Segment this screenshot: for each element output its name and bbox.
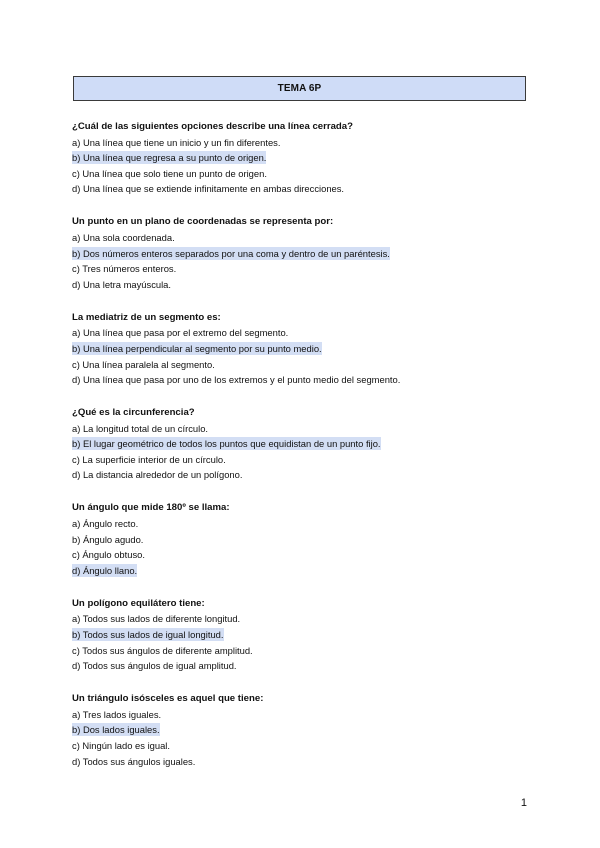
answer-option-text: a) Todos sus lados de diferente longitud. [72, 613, 241, 625]
answer-option-text: b) Todos sus lados de igual longitud. [72, 628, 224, 640]
answer-option [72, 516, 542, 532]
answer-option-highlighted [72, 436, 542, 452]
answer-option-text: c) Ningún lado es igual. [72, 739, 170, 751]
answer-option-highlighted [72, 341, 542, 357]
answer-option [72, 532, 542, 548]
answer-option-text: d) Una letra mayúscula. [72, 278, 172, 290]
answer-option-text: b) El lugar geométrico de todos los puntos que equidistan de un punto fijo. [72, 438, 381, 450]
answer-option [72, 754, 542, 770]
question-list [72, 119, 542, 787]
question-text: ¿Qué es la circunferencia? [72, 407, 195, 419]
answer-option [72, 277, 542, 293]
question-text: Un ángulo que mide 180º se llama: [72, 502, 230, 514]
answer-option [72, 467, 542, 483]
answer-option-text: d) Todos sus ángulos iguales. [72, 755, 196, 767]
answer-option [72, 135, 542, 151]
answer-option [72, 547, 542, 563]
answer-option-text: a) Tres lados iguales. [72, 708, 162, 720]
question-block [72, 119, 542, 197]
answer-option-highlighted [72, 150, 542, 166]
question-text: ¿Cuál de las siguientes opciones describe una línea cerrada? [72, 121, 353, 132]
answer-option-text: a) Una línea que pasa por el extremo del segmento. [72, 327, 289, 339]
answer-option [72, 166, 542, 182]
answer-option-text: d) Ángulo llano. [72, 564, 138, 576]
answer-option-highlighted [72, 627, 542, 643]
answer-option [72, 181, 542, 197]
title-box [73, 76, 526, 101]
answer-option [72, 611, 542, 627]
answer-option-text: c) Una línea paralela al segmento. [72, 358, 215, 370]
answer-option [72, 357, 542, 373]
answer-option [72, 452, 542, 468]
answer-option-text: b) Una línea perpendicular al segmento por su punto medio. [72, 342, 322, 354]
question-text: La mediatriz de un segmento es: [72, 311, 221, 323]
answer-option [72, 658, 542, 674]
question-text: Un punto en un plano de coordenadas se representa por: [72, 216, 334, 228]
answer-option [72, 325, 542, 341]
answer-option-text: a) La longitud total de un círculo. [72, 422, 209, 434]
answer-option [72, 643, 542, 659]
answer-option-text: b) Dos números enteros separados por una coma y dentro de un paréntesis. [72, 247, 390, 259]
answer-option-text: c) Tres números enteros. [72, 263, 177, 275]
answer-option-text: a) Una sola coordenada. [72, 231, 175, 243]
answer-option-text: c) Una línea que solo tiene un punto de origen. [72, 167, 267, 179]
answer-option [72, 261, 542, 277]
answer-option-highlighted [72, 246, 542, 262]
answer-option-text: d) Todos sus ángulos de igual amplitud. [72, 660, 237, 672]
answer-option-text: d) La distancia alrededor de un polígono. [72, 469, 243, 481]
page-title: TEMA 6P [277, 83, 322, 94]
answer-option-text: d) Una línea que se extiende infinitamente en ambas direcciones. [72, 183, 345, 195]
answer-option-highlighted [72, 563, 542, 579]
answer-option-text: c) Todos sus ángulos de diferente amplitud. [72, 644, 253, 656]
question-block [72, 500, 542, 578]
question-text: Un triángulo isósceles es aquel que tiene: [72, 693, 264, 705]
question-block [72, 596, 542, 674]
question-block [72, 405, 542, 483]
answer-option [72, 372, 542, 388]
answer-option-text: b) Ángulo agudo. [72, 533, 144, 545]
answer-option [72, 707, 542, 723]
answer-option-highlighted [72, 722, 542, 738]
answer-option-text: c) La superficie interior de un círculo. [72, 453, 226, 465]
answer-option [72, 421, 542, 437]
answer-option [72, 738, 542, 754]
answer-option-text: c) Ángulo obtuso. [72, 549, 145, 561]
answer-option-text: a) Ángulo recto. [72, 518, 139, 530]
answer-option-text: d) Una línea que pasa por uno de los extremos y el punto medio del segmento. [72, 374, 401, 386]
answer-option-text: b) Dos lados iguales. [72, 724, 160, 736]
question-block [72, 310, 542, 388]
answer-option-text: a) Una línea que tiene un inicio y un fin diferentes. [72, 136, 281, 148]
answer-option-text: b) Una línea que regresa a su punto de origen. [72, 152, 267, 164]
answer-option [72, 230, 542, 246]
question-text: Un polígono equilátero tiene: [72, 597, 205, 609]
question-block [72, 691, 542, 769]
question-block [72, 214, 542, 292]
page-number: 1 [520, 797, 527, 809]
